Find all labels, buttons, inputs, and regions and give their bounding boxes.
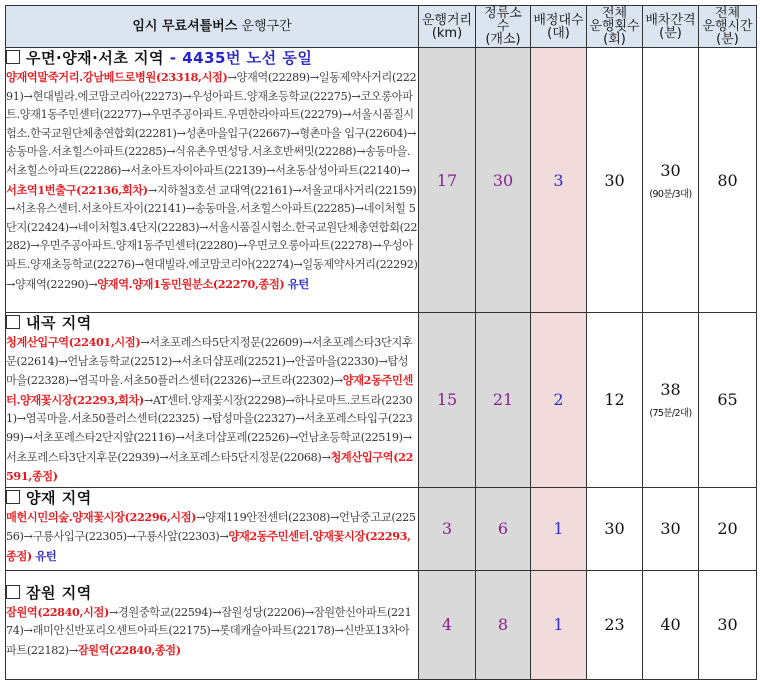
distance-value: 17 — [419, 48, 476, 313]
total-time-value: 80 — [699, 48, 757, 313]
buses-value: 2 — [531, 313, 587, 488]
header-total-runs — [587, 6, 643, 48]
route-stops: →경원중학교(22594)→잠원성당(22206)→잠원한신아파트(22174)→래미안신반포리오센트아파트(22175)→롯데캐슬아파트(22178)→신반포13차아파트(22182)→ — [6, 605, 412, 657]
interval-value: 38 — [660, 380, 681, 400]
square-bullet-icon — [6, 585, 20, 599]
interval-cell — [643, 313, 699, 488]
section-title — [6, 583, 418, 603]
section-title-text: 양재 지역 — [26, 488, 92, 507]
route-stops: →AT센터.양재꽃시장(22298)→하나로마트.코트라(22301)→염곡마을.서초50플러스센터(22325) →탑성마을(22327)→서초포레스타입구(22399)→서초포레스타2단지앞(22116)→서초더샵포레(22526)→언남초등학교(22519)→서초포레스타3단지후문(22939)→서초포레스타5단지정문(22068)→ — [6, 393, 413, 464]
buses-value: 3 — [531, 48, 587, 313]
header-unit: (km) — [431, 25, 463, 41]
header-title-bold: 임시 무료셔틀버스 — [132, 19, 238, 34]
header-interval — [643, 6, 699, 48]
route-start-stop: 청계산입구역(22401,시점) — [6, 335, 141, 349]
route-stops: →서초포레스타5단지정문(22609)→서초포레스타3단지후문(22614)→언남초등학교(22512)→서초더샵포레(22521)→안골마을(22330)→탑성마을(22328)→염곡마을.서초50플러스센터(22326)→코트라(22302)→ — [6, 336, 413, 388]
stops-value: 21 — [476, 313, 531, 488]
interval-value: 40 — [643, 570, 699, 679]
route-end-stop: 양재2동주민센터.양재꽃시장(22293,종점) — [6, 529, 411, 563]
header-label: 정류소 수 — [484, 6, 522, 34]
stops-value: 8 — [476, 570, 531, 679]
header-total-time — [699, 6, 757, 48]
route-stops: →양재역(22289)→일동제약사거리(22291)→현대빌라.에코맘코리아(22273)→우성아파트.양재초등학교(22275)→코오롱아파트.양재1동주민센터(22277)→우면주공아파트.우면한라아파트(22279)→서울시품질시험소.한국교원단체총연합회(22281)→성촌마을입구(22667)→형촌마을 입구(22604)→송동마을.서초힐스아파트(22285)→식유촌우면성당.서초호반써밋(22288)→송동마을.서초힐스아파트(22286)→서초아트자이아파트(22139)→서초동삼성아파트(22140)→ — [6, 71, 417, 177]
header-label: 운행시간 — [702, 19, 753, 34]
header-label-top: 전체 — [601, 6, 628, 21]
stops-value: 6 — [476, 487, 531, 570]
interval-value: 30 — [643, 487, 699, 570]
total-time-value: 65 — [699, 313, 757, 488]
section-title — [6, 313, 418, 333]
section-title-text: 우면·양재·서초 지역 — [26, 49, 165, 67]
route-start-stop: 잠원역(22840,시점) — [6, 604, 109, 619]
interval-note: (75분/2대) — [649, 408, 692, 420]
header-unit: (분) — [659, 25, 682, 41]
interval-value: 30 — [660, 160, 681, 180]
stops-value: 30 — [476, 48, 531, 313]
uturn-note: 유턴 — [31, 548, 57, 563]
header-buses — [531, 6, 587, 48]
buses-value: 1 — [531, 570, 587, 679]
table-row — [6, 570, 757, 679]
buses-value: 1 — [531, 487, 587, 570]
interval-note: (90분/3대) — [649, 188, 692, 200]
total-runs-value: 23 — [587, 570, 643, 679]
route-cell — [6, 48, 419, 313]
section-title-text: 잠원 지역 — [26, 583, 92, 602]
total-time-value: 30 — [699, 570, 757, 679]
route-turnaround-stop: 양재2동주민센터.양재꽃시장(22293,회차) — [6, 373, 413, 407]
section-title — [6, 488, 418, 508]
route-stops: →지하철3호선 교대역(22161)→서울교대사거리(22159)→서초유스센터.서초아트자이(22141)→송동마을.서초힐스아파트(22285)→네이처힐 5단지(22424)→네이처힐3.4단지(22283)→서울시품질시험소.한국교원단체총연합회(22282)→우면주공아파트.양재1동주민센터(22280)→우면코오롱아파트(22278)→우성아파트.양재초등학교(22276)→현대빌라.에코맘코리아(22274)→일동제약사거리(22292)→양재역(22290)→ — [6, 183, 418, 291]
header-stops — [476, 6, 531, 48]
distance-value: 15 — [419, 313, 476, 488]
header-label: 배정대수 — [533, 12, 584, 28]
uturn-note: 유턴 — [284, 276, 309, 291]
route-end-stop: 청계산입구역(22591,종점) — [6, 449, 414, 484]
header-label-top: 전체 — [714, 6, 741, 21]
route-cell — [6, 570, 419, 679]
route-end-stop: 잠원역(22840,종점) — [77, 642, 181, 657]
route-stops: →양재119안전센터(22308)→언남중고교(22556)→구룡사입구(22305)→구룡사앞(22303)→ — [6, 510, 416, 544]
header-title-normal: 운행구간 — [237, 19, 292, 34]
section-title — [6, 48, 418, 68]
header-route-section — [6, 6, 419, 48]
square-bullet-icon — [6, 490, 20, 504]
header-label: 운행거리 — [421, 12, 473, 28]
square-bullet-icon — [6, 50, 20, 64]
route-turnaround-stop: 서초역1번출구(22136,회차) — [6, 182, 148, 197]
distance-value: 4 — [419, 570, 476, 679]
route-end-stop: 양재역.양재1동민원분소(22270,종점) — [97, 276, 285, 291]
route-start-stop: 양재역말죽거리.강남베드로병원(23318,시점) — [6, 70, 228, 84]
shuttle-bus-schedule-table — [5, 5, 757, 680]
interval-cell — [643, 48, 699, 313]
route-cell — [6, 313, 419, 488]
table-header-row — [6, 6, 757, 48]
total-runs-value: 12 — [587, 313, 643, 488]
route-cell — [6, 487, 419, 570]
route-start-stop: 매헌시민의숲.양재꽃시장(22296,시점) — [6, 509, 197, 524]
header-unit: (분) — [716, 32, 739, 47]
header-label: 운행횟수 — [589, 19, 640, 34]
header-label: 배차간격 — [645, 12, 696, 28]
header-unit: (대) — [547, 25, 570, 41]
header-unit: (개소) — [485, 32, 521, 47]
total-runs-value: 30 — [587, 487, 643, 570]
section-title-text: 내곡 지역 — [26, 314, 92, 332]
section-title-note: - 4435번 노선 동일 — [164, 49, 313, 67]
header-unit: (회) — [603, 32, 626, 47]
square-bullet-icon — [6, 315, 20, 329]
table-row — [6, 313, 757, 488]
header-distance — [419, 6, 476, 48]
table-row — [6, 487, 757, 570]
total-time-value: 20 — [699, 487, 757, 570]
total-runs-value: 30 — [587, 48, 643, 313]
table-row — [6, 48, 757, 313]
distance-value: 3 — [419, 487, 476, 570]
